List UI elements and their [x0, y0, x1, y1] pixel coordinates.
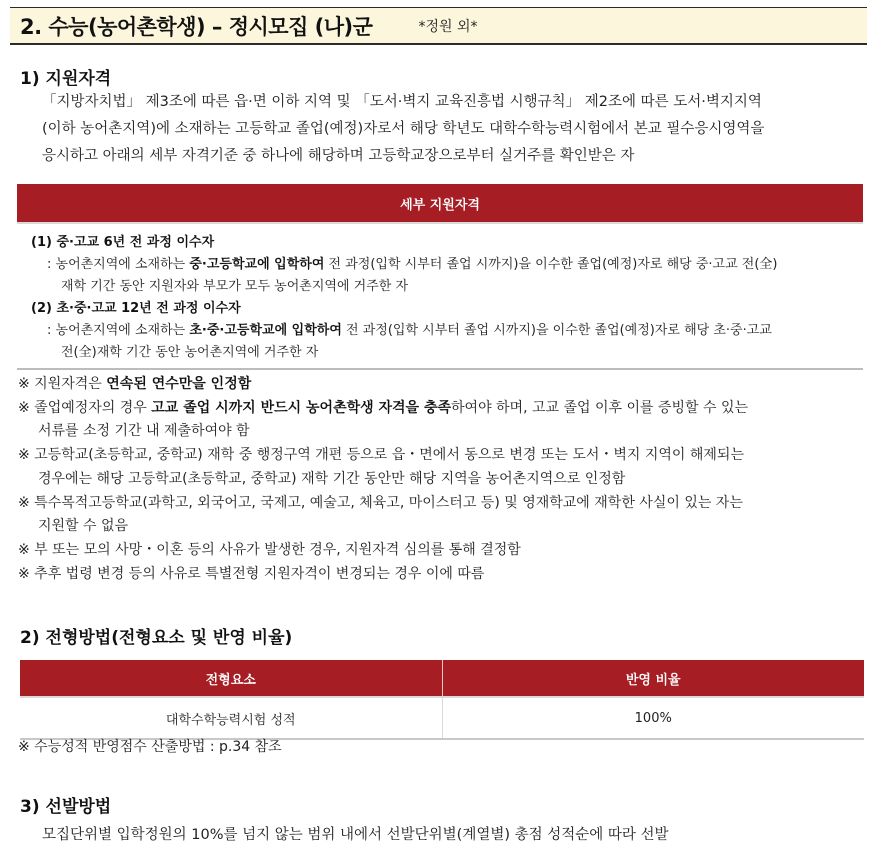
- cell-ratio: 100%: [442, 697, 864, 739]
- selection-paragraph: 모집단위별 입학정원의 10%를 넘지 않는 범위 내에서 선발단위별(계열별) 총점 성적순에 따라 선발: [42, 827, 669, 843]
- table-header-row: [20, 660, 864, 697]
- box-header: 세부 지원자격: [17, 184, 863, 224]
- item-2-desc: : 농어촌지역에 소재하는 초·중·고등학교에 입학하여 전 과정(입학 시부터 졸업 시까지)을 이수한 졸업(예정)자로 해당 초·중·고교: [47, 323, 772, 338]
- note-2-cont: 서류를 소정 기간 내 제출하여야 함: [38, 423, 250, 440]
- table-row: [20, 697, 864, 739]
- col-header-ratio: 반영 비율: [442, 660, 864, 697]
- selection-heading: 3) 선발방법: [20, 797, 112, 817]
- note-4: ※ 특수목적고등학교(과학고, 외국어고, 국제고, 예술고, 체육고, 마이스터고 등) 및 영재학교에 재학한 사실이 있는 자는: [18, 494, 743, 511]
- eligibility-line-1: 「지방자치법」 제3조에 따른 읍·면 이하 지역 및 「도서·벽지 교육진흥법 시행규칙」 제2조에 따른 도서·벽지지역: [42, 94, 762, 110]
- detailed-eligibility-box: [17, 184, 863, 370]
- item-1-desc-cont: 재학 기간 동안 지원자와 부모가 모두 농어촌지역에 거주한 자: [61, 279, 409, 294]
- item-2-title: (2) 초·중·고교 12년 전 과정 이수자: [31, 301, 241, 316]
- note-1: ※ 지원자격은 연속된 연수만을 인정함: [18, 376, 252, 392]
- item-1-title: (1) 중·고교 6년 전 과정 이수자: [31, 235, 215, 250]
- quota-note: *정원 외*: [418, 18, 478, 35]
- selection-table: [20, 660, 864, 740]
- eligibility-paragraph: [42, 89, 868, 170]
- col-header-element: 전형요소: [20, 660, 442, 697]
- note-3-cont: 경우에는 해당 고등학교(초등학교, 중학교) 재학 기간 동안만 해당 지역을 농어촌지역으로 인정함: [38, 470, 626, 487]
- note-3: ※ 고등학교(초등학교, 중학교) 재학 중 행정구역 개편 등으로 읍・면에서 동으로 변경 또는 도서・벽지 지역이 해제되는: [18, 447, 744, 464]
- note-5: ※ 부 또는 모의 사망・이혼 등의 사유가 발생한 경우, 지원자격 심의를 통해 결정함: [18, 541, 521, 558]
- eligibility-notes: [18, 373, 868, 586]
- box-body: [17, 224, 863, 368]
- cell-element: 대학수학능력시험 성적: [20, 697, 442, 739]
- section-title-bar: [10, 7, 867, 45]
- eligibility-heading: 1) 지원자격: [20, 69, 112, 89]
- section-title: 2. 수능(농어촌학생) – 정시모집 (나)군: [20, 14, 373, 39]
- note-4-cont: 지원할 수 없음: [38, 518, 129, 535]
- item-1-desc: : 농어촌지역에 소재하는 중·고등학교에 입학하여 전 과정(입학 시부터 졸업 시까지)을 이수한 졸업(예정)자로 해당 중·고교 전(全): [47, 257, 778, 272]
- eligibility-line-3: 응시하고 아래의 세부 자격기준 중 하나에 해당하며 고등학교장으로부터 실거주를 확인받은 자: [42, 148, 635, 164]
- note-2: ※ 졸업예정자의 경우 고교 졸업 시까지 반드시 농어촌학생 자격을 충족하여야 하며, 고교 졸업 이후 이를 증빙할 수 있는: [18, 399, 749, 416]
- note-6: ※ 추후 법령 변경 등의 사유로 특별전형 지원자격이 변경되는 경우 이에 따름: [18, 565, 485, 582]
- score-note: ※ 수능성적 반영점수 산출방법 : p.34 참조: [18, 739, 282, 755]
- item-2-desc-cont: 전(全)재학 기간 동안 농어촌지역에 거주한 자: [61, 345, 319, 360]
- eligibility-line-2: (이하 농어촌지역)에 소재하는 고등학교 졸업(예정)자로서 해당 학년도 대학수학능력시험에서 본교 필수응시영역을: [42, 121, 765, 137]
- selection-method-heading: 2) 전형방법(전형요소 및 반영 비율): [20, 628, 293, 648]
